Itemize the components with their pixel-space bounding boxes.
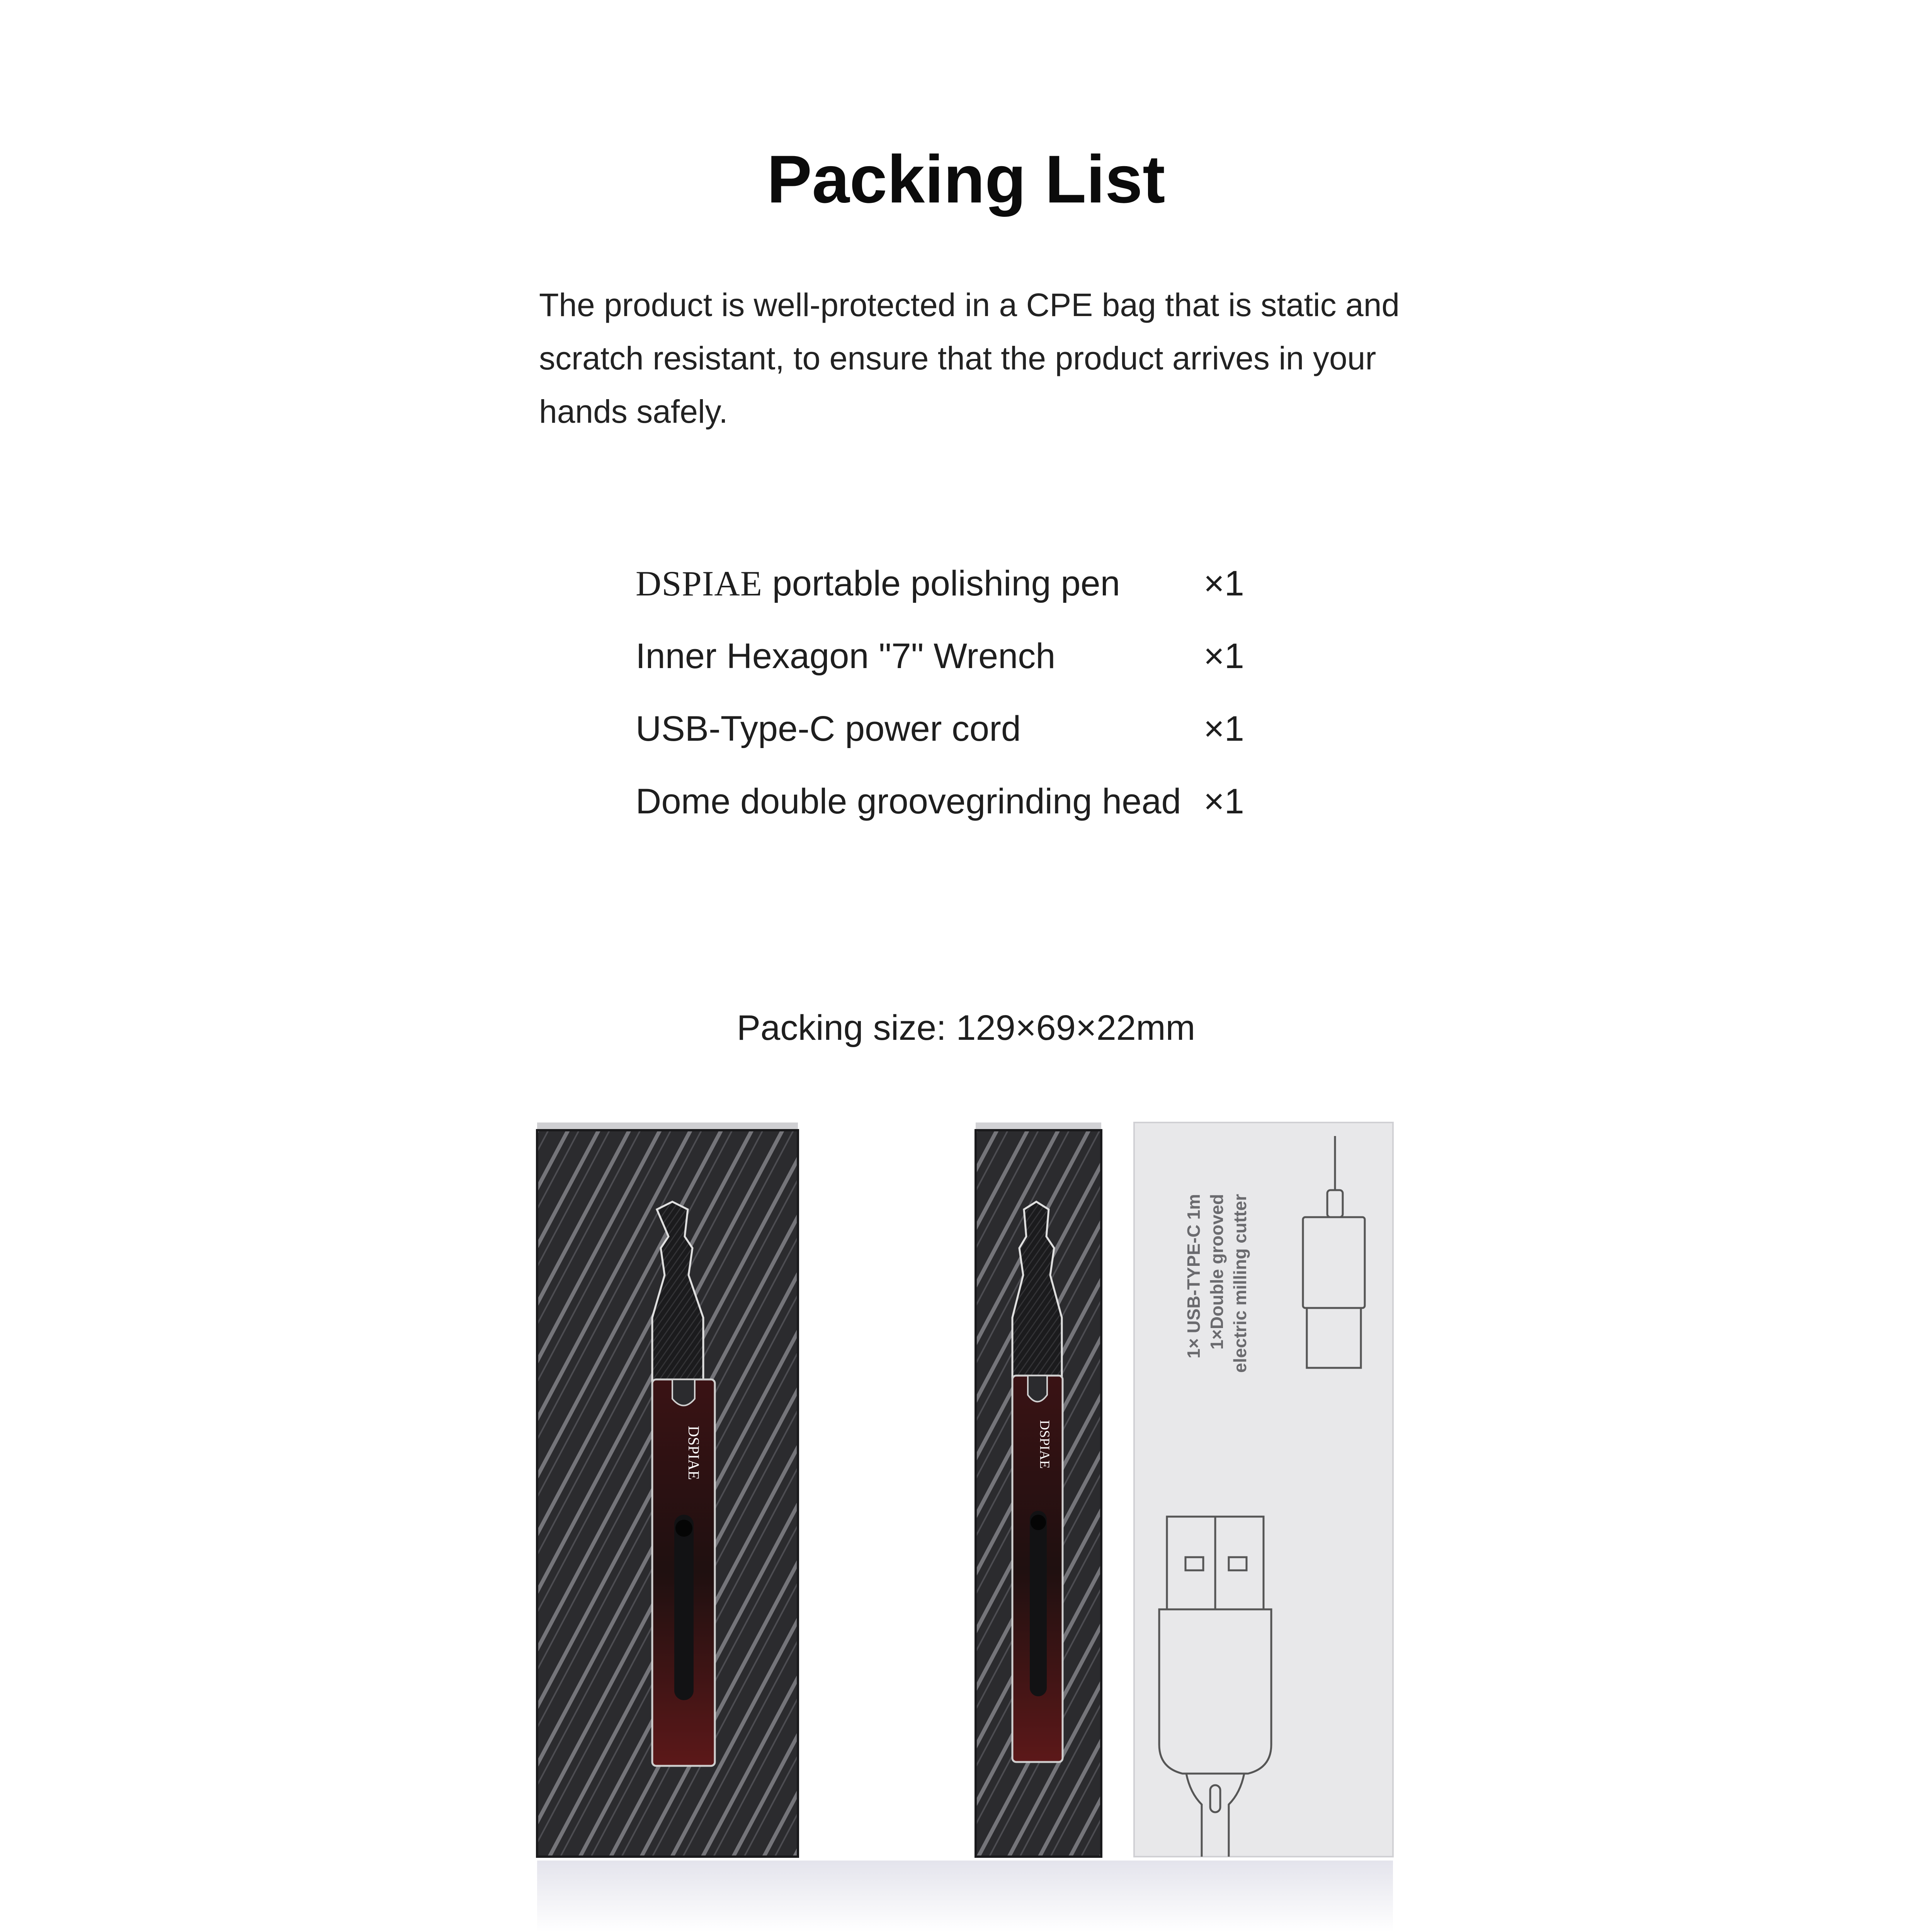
box-logo: DSPIAE bbox=[1037, 1420, 1053, 1469]
product-boxes-photo bbox=[514, 1113, 1418, 1932]
item-label: Inner Hexagon "7" Wrench bbox=[636, 636, 1056, 676]
list-item bbox=[636, 625, 1293, 698]
accessory-box bbox=[1134, 1122, 1393, 1857]
item-label: portable polishing pen bbox=[762, 564, 1120, 603]
list-item bbox=[636, 770, 1293, 843]
packing-size: Packing size: 129×69×22mm bbox=[736, 1008, 1196, 1048]
item-label: Dome double groovegrinding head bbox=[636, 782, 1181, 821]
narrow-box bbox=[976, 1122, 1101, 1857]
intro-paragraph: The product is well-protected in a CPE bag that is static and scratch resistant, to ensure that the product arrives in your hands safely. bbox=[539, 287, 1400, 430]
item-quantity: ×1 bbox=[1204, 636, 1244, 676]
side-text-line: 1× USB-TYPE-C 1m bbox=[1184, 1194, 1204, 1359]
list-item bbox=[636, 698, 1293, 770]
side-text-line: 1×Double grooved bbox=[1207, 1194, 1227, 1350]
item-quantity: ×1 bbox=[1204, 709, 1244, 748]
item-quantity: ×1 bbox=[1204, 564, 1244, 603]
brand-name: DSPIAE bbox=[636, 564, 763, 603]
item-quantity: ×1 bbox=[1204, 782, 1244, 821]
item-label: USB-Type-C power cord bbox=[636, 709, 1021, 748]
large-box bbox=[537, 1122, 798, 1857]
box-logo: DSPIAE bbox=[685, 1426, 702, 1480]
list-item bbox=[636, 553, 1293, 625]
item-name bbox=[636, 553, 1120, 614]
side-text-line: electric milling cutter bbox=[1230, 1194, 1250, 1373]
packing-items-list bbox=[636, 553, 1293, 843]
page-title: Packing List bbox=[767, 142, 1165, 217]
